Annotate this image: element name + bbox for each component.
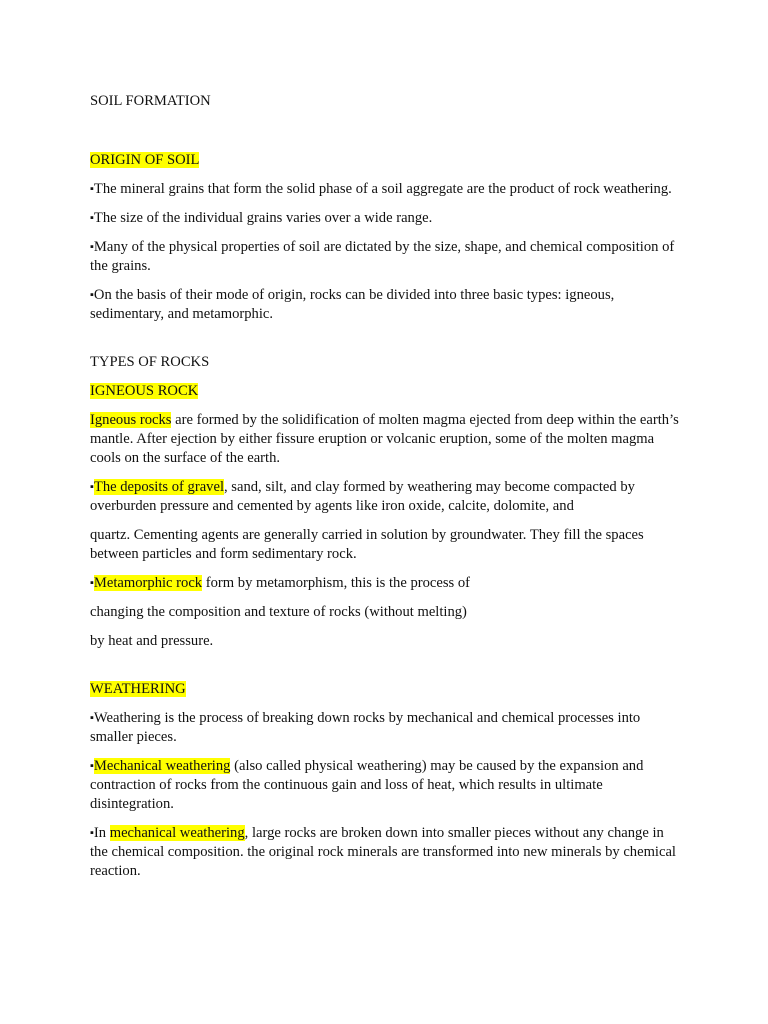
- origin-bullet-1: [90, 180, 680, 199]
- weathering-bullet-1-text: Weathering is the process of breaking down rocks by mechanical and chemical processes into smaller pieces.: [90, 710, 641, 745]
- types-heading: TYPES OF ROCKS: [90, 354, 210, 370]
- weathering-bullet-2: [90, 757, 680, 814]
- in-text: , large rocks are broken down into smaller pieces without any change in the chemical composition. the original rock minerals are transformed into new minerals by chemical reaction.: [90, 825, 676, 879]
- mechanical-highlight: Mechanical weathering: [93, 758, 231, 774]
- origin-bullet-4: [90, 286, 680, 324]
- metamorphic-highlight: Metamorphic rock: [93, 575, 203, 591]
- origin-heading: [90, 151, 680, 170]
- bullet-icon: ▪: [90, 183, 94, 195]
- origin-bullet-2-text: The size of the individual grains varies over a wide range.: [93, 210, 433, 226]
- weathering-bullet-3: [90, 824, 680, 881]
- bullet-icon: ▪: [90, 827, 94, 839]
- origin-heading-text: ORIGIN OF SOIL: [90, 152, 200, 168]
- origin-bullet-3-text: Many of the physical properties of soil are dictated by the size, shape, and chemical composition of the grains.: [90, 239, 675, 274]
- origin-bullet-1-text: The mineral grains that form the solid phase of a soil aggregate are the product of rock weathering.: [93, 181, 672, 197]
- metamorphic-text: form by metamorphism, this is the process of: [202, 575, 471, 591]
- bullet-icon: ▪: [90, 760, 94, 772]
- weathering-bullet-1: [90, 709, 680, 747]
- bullet-icon: ▪: [90, 481, 94, 493]
- bullet-icon: ▪: [90, 577, 94, 589]
- origin-bullet-4-text: On the basis of their mode of origin, rocks can be divided into three basic types: igneous, sedimentary, and metamorphic.: [90, 287, 615, 322]
- metamorphic-line-2: changing the composition and texture of rocks (without melting): [90, 604, 467, 620]
- weathering-heading-text: WEATHERING: [90, 681, 186, 697]
- igneous-highlight: Igneous rocks: [90, 412, 172, 428]
- in-prefix: In: [93, 825, 110, 841]
- metamorphic-line-3: by heat and pressure.: [90, 633, 214, 649]
- deposits-text: , sand, silt, and clay formed by weathering may become compacted by overburden pressure and cemented by agents like iron oxide, calcite, dolomite, and: [90, 479, 635, 514]
- deposits-paragraph: [90, 478, 680, 516]
- igneous-heading-text: IGNEOUS ROCK: [90, 383, 199, 399]
- bullet-icon: ▪: [90, 712, 94, 724]
- weathering-heading: [90, 680, 680, 699]
- quartz-paragraph: quartz. Cementing agents are generally carried in solution by groundwater. They fill the spaces between particles and form sedimentary rock.: [90, 527, 644, 562]
- bullet-icon: ▪: [90, 241, 94, 253]
- igneous-text: are formed by the solidification of molten magma ejected from deep within the earth’s mantle. After ejection by either fissure eruption or volcanic eruption, some of the molten magma cools on the surface of the earth.: [90, 412, 679, 466]
- mechanical-weathering-highlight: mechanical weathering: [109, 825, 245, 841]
- document-page: [90, 92, 680, 881]
- origin-bullet-2: [90, 209, 680, 228]
- mechanical-text: (also called physical weathering) may be caused by the expansion and contraction of rocks from the continuous gain and loss of heat, which results in ultimate disintegration.: [90, 758, 644, 812]
- igneous-heading: [90, 382, 680, 401]
- metamorphic-paragraph: [90, 574, 680, 593]
- deposits-highlight: The deposits of gravel: [93, 479, 224, 495]
- igneous-paragraph: [90, 411, 680, 468]
- origin-bullet-3: [90, 238, 680, 276]
- bullet-icon: ▪: [90, 289, 94, 301]
- document-title: SOIL FORMATION: [90, 93, 211, 109]
- bullet-icon: ▪: [90, 212, 94, 224]
